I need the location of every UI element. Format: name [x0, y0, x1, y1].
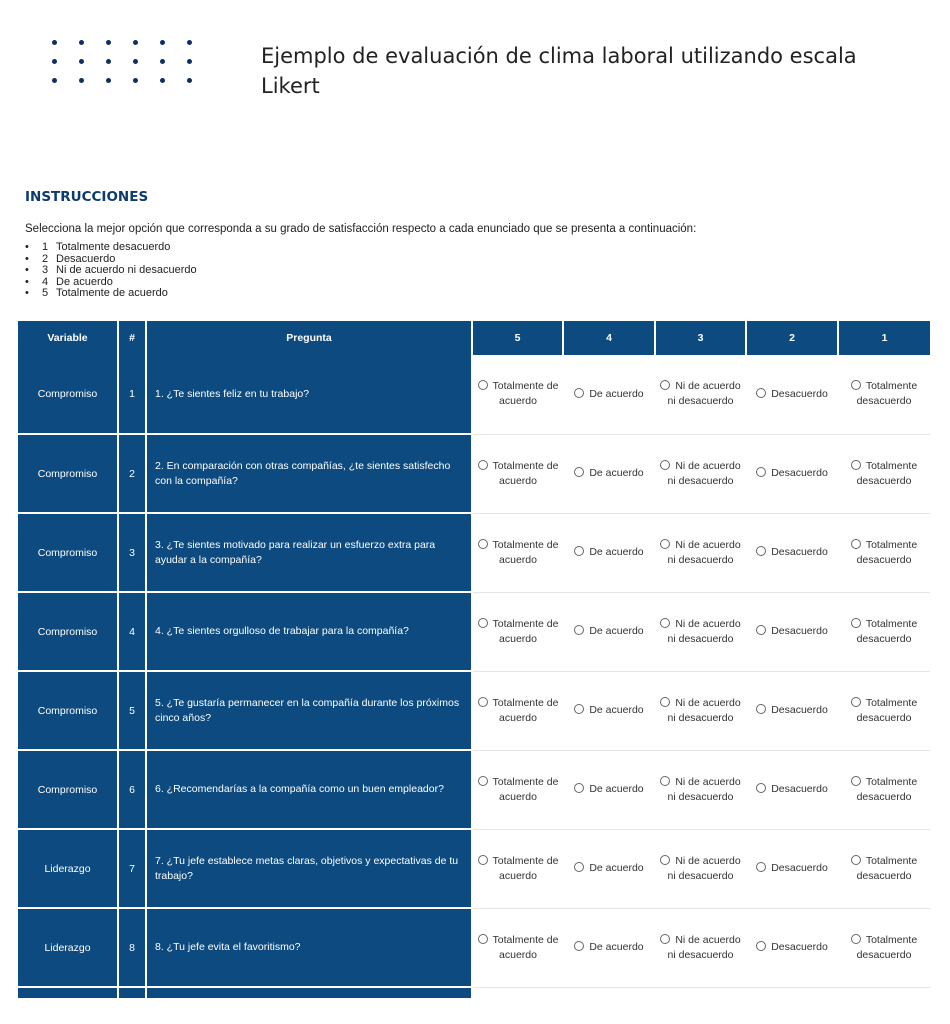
- variable-cell: Compromiso: [18, 434, 118, 513]
- option-neutral[interactable]: [660, 934, 740, 961]
- question-cell: 2. En comparación con otras compañías, ¿te sientes satisfecho con la compañía?: [146, 434, 472, 513]
- scale-item: • 5 Totalmente de acuerdo: [25, 288, 197, 300]
- radio-button[interactable]: [851, 934, 861, 944]
- option-label: Totalmente de acuerdo: [492, 696, 559, 724]
- option-cell: [746, 829, 838, 908]
- option-cell: [563, 750, 655, 829]
- option-totally-agree[interactable]: [478, 618, 559, 645]
- option-cell: [746, 987, 838, 999]
- option-disagree[interactable]: [756, 625, 828, 637]
- radio-button[interactable]: [574, 862, 584, 872]
- instructions-text: Selecciona la mejor opción que corresponda a su grado de satisfacción respecto a cada enunciado que se presenta a continuación:: [25, 223, 697, 235]
- option-cell: [472, 750, 563, 829]
- option-cell: [655, 750, 746, 829]
- table-header-row: [18, 321, 930, 355]
- option-label: Desacuerdo: [771, 387, 828, 400]
- option-label: Desacuerdo: [771, 625, 828, 637]
- option-neutral[interactable]: [660, 855, 740, 882]
- radio-button[interactable]: [851, 380, 861, 390]
- option-cell: [472, 434, 563, 513]
- table-row: [18, 434, 930, 513]
- option-cell: [746, 513, 838, 592]
- option-agree[interactable]: [574, 625, 643, 637]
- radio-button[interactable]: [660, 855, 670, 865]
- option-cell: [563, 671, 655, 750]
- option-cell: [838, 987, 930, 999]
- table-row: [18, 513, 930, 592]
- option-label: Ni de acuerdo ni desacuerdo: [667, 696, 741, 724]
- option-agree[interactable]: [574, 941, 643, 953]
- table-cell: [118, 987, 146, 999]
- number-cell: 3: [118, 513, 146, 592]
- variable-cell: Liderazgo: [18, 908, 118, 987]
- option-totally-agree[interactable]: [478, 697, 559, 724]
- question-cell: 4. ¿Te sientes orgulloso de trabajar para la compañía?: [146, 592, 472, 671]
- option-cell: [563, 908, 655, 987]
- option-label: Totalmente de acuerdo: [492, 775, 559, 803]
- variable-cell: Compromiso: [18, 513, 118, 592]
- option-label: Totalmente desacuerdo: [856, 380, 918, 408]
- option-disagree[interactable]: [756, 941, 828, 953]
- radio-button[interactable]: [574, 388, 584, 398]
- option-cell: [838, 355, 930, 434]
- radio-button[interactable]: [574, 783, 584, 793]
- table-row: [18, 355, 930, 434]
- option-label: De acuerdo: [589, 783, 644, 795]
- option-agree[interactable]: [574, 546, 643, 558]
- option-totally-disagree[interactable]: [851, 934, 917, 961]
- radio-button[interactable]: [660, 934, 670, 944]
- option-cell: [746, 434, 838, 513]
- option-label: Ni de acuerdo ni desacuerdo: [667, 617, 741, 645]
- number-cell: 6: [118, 750, 146, 829]
- question-cell: 1. ¿Te sientes feliz en tu trabajo?: [146, 355, 472, 434]
- radio-button[interactable]: [660, 618, 670, 628]
- question-cell: 8. ¿Tu jefe evita el favoritismo?: [146, 908, 472, 987]
- option-label: De acuerdo: [589, 467, 644, 479]
- option-totally-agree[interactable]: [478, 776, 559, 803]
- option-cell: [563, 434, 655, 513]
- option-label: De acuerdo: [589, 546, 644, 558]
- option-cell: [838, 908, 930, 987]
- option-label: Desacuerdo: [771, 467, 828, 479]
- radio-button[interactable]: [851, 460, 861, 470]
- option-cell: [838, 829, 930, 908]
- question-cell: 3. ¿Te sientes motivado para realizar un esfuerzo extra para ayudar a la compañía?: [146, 513, 472, 592]
- option-label: De acuerdo: [589, 862, 644, 874]
- option-label: Totalmente desacuerdo: [856, 538, 918, 566]
- option-cell: [655, 829, 746, 908]
- option-neutral[interactable]: [660, 460, 740, 487]
- radio-button[interactable]: [574, 467, 584, 477]
- option-agree[interactable]: [574, 388, 643, 400]
- radio-button[interactable]: [756, 467, 766, 477]
- option-cell: [655, 671, 746, 750]
- option-cell: [746, 671, 838, 750]
- radio-button[interactable]: [478, 618, 488, 628]
- radio-button[interactable]: [756, 388, 766, 398]
- option-agree[interactable]: [574, 704, 643, 716]
- radio-button[interactable]: [851, 697, 861, 707]
- option-label: Ni de acuerdo ni desacuerdo: [667, 775, 741, 803]
- number-cell: 5: [118, 671, 146, 750]
- option-neutral[interactable]: [660, 697, 740, 724]
- option-label: Totalmente de acuerdo: [492, 617, 559, 645]
- radio-button[interactable]: [756, 941, 766, 951]
- option-totally-disagree[interactable]: [851, 776, 917, 803]
- table-row: [18, 671, 930, 750]
- option-neutral[interactable]: [660, 380, 740, 407]
- option-neutral[interactable]: [660, 539, 740, 566]
- radio-button[interactable]: [660, 539, 670, 549]
- column-header-5: 5: [472, 321, 563, 355]
- table-row: [18, 750, 930, 829]
- column-header-3: 3: [655, 321, 746, 355]
- variable-cell: Compromiso: [18, 671, 118, 750]
- option-label: Ni de acuerdo ni desacuerdo: [667, 459, 741, 487]
- option-label: Ni de acuerdo ni desacuerdo: [667, 380, 741, 408]
- radio-button[interactable]: [574, 546, 584, 556]
- variable-cell: Compromiso: [18, 355, 118, 434]
- option-totally-agree[interactable]: [478, 855, 559, 882]
- number-cell: 1: [118, 355, 146, 434]
- option-disagree[interactable]: [756, 546, 828, 558]
- option-label: Totalmente desacuerdo: [856, 775, 918, 803]
- option-cell: [472, 671, 563, 750]
- option-label: Totalmente de acuerdo: [492, 933, 559, 961]
- option-disagree[interactable]: [756, 388, 828, 400]
- number-cell: 8: [118, 908, 146, 987]
- option-totally-agree[interactable]: [478, 539, 559, 566]
- option-cell: [472, 355, 563, 434]
- option-cell: [746, 592, 838, 671]
- option-agree[interactable]: [574, 783, 643, 795]
- scale-item: • 1 Totalmente desacuerdo: [25, 242, 197, 254]
- option-cell: [563, 829, 655, 908]
- dot-grid-icon: [52, 40, 214, 83]
- option-totally-disagree[interactable]: [851, 460, 917, 487]
- radio-button[interactable]: [660, 697, 670, 707]
- option-label: Ni de acuerdo ni desacuerdo: [667, 538, 741, 566]
- page-title: Ejemplo de evaluación de clima laboral utilizando escala Likert: [261, 44, 857, 98]
- radio-button[interactable]: [756, 625, 766, 635]
- column-header-question: Pregunta: [146, 321, 472, 355]
- option-cell: [563, 987, 655, 999]
- option-cell: [746, 750, 838, 829]
- option-cell: [838, 592, 930, 671]
- radio-button[interactable]: [851, 539, 861, 549]
- option-cell: [655, 592, 746, 671]
- option-label: Desacuerdo: [771, 704, 828, 716]
- radio-button[interactable]: [660, 380, 670, 390]
- table-row: [18, 829, 930, 908]
- radio-button[interactable]: [756, 546, 766, 556]
- radio-button[interactable]: [851, 855, 861, 865]
- option-label: Totalmente desacuerdo: [856, 696, 918, 724]
- option-totally-disagree[interactable]: [851, 539, 917, 566]
- number-cell: 4: [118, 592, 146, 671]
- option-agree[interactable]: [574, 467, 643, 479]
- option-neutral[interactable]: [660, 776, 740, 803]
- option-label: Ni de acuerdo ni desacuerdo: [667, 933, 741, 961]
- radio-button[interactable]: [574, 941, 584, 951]
- radio-button[interactable]: [574, 704, 584, 714]
- option-cell: [655, 987, 746, 999]
- question-cell: 5. ¿Te gustaría permanecer en la compañía durante los próximos cinco años?: [146, 671, 472, 750]
- scale-item: • 2 Desacuerdo: [25, 254, 197, 266]
- instructions-heading: INSTRUCCIONES: [25, 189, 149, 205]
- column-header-2: 2: [746, 321, 838, 355]
- variable-cell: Compromiso: [18, 592, 118, 671]
- radio-button[interactable]: [756, 783, 766, 793]
- option-cell: [472, 513, 563, 592]
- radio-button[interactable]: [851, 618, 861, 628]
- option-cell: [655, 355, 746, 434]
- option-label: Totalmente desacuerdo: [856, 459, 918, 487]
- table-row: [18, 592, 930, 671]
- option-label: Desacuerdo: [771, 862, 828, 874]
- option-cell: [746, 908, 838, 987]
- option-label: De acuerdo: [589, 387, 644, 400]
- option-cell: [838, 750, 930, 829]
- option-label: Totalmente desacuerdo: [856, 933, 918, 961]
- radio-button[interactable]: [478, 855, 488, 865]
- option-totally-disagree[interactable]: [851, 855, 917, 882]
- column-header-variable: Variable: [18, 321, 118, 355]
- option-cell: [655, 434, 746, 513]
- radio-button[interactable]: [756, 704, 766, 714]
- option-cell: [472, 987, 563, 999]
- option-totally-disagree[interactable]: [851, 380, 917, 407]
- option-cell: [838, 434, 930, 513]
- option-label: De acuerdo: [589, 625, 644, 637]
- table-row: [18, 908, 930, 987]
- option-totally-disagree[interactable]: [851, 697, 917, 724]
- radio-button[interactable]: [478, 697, 488, 707]
- table-row-partial: [18, 987, 930, 999]
- radio-button[interactable]: [478, 934, 488, 944]
- option-disagree[interactable]: [756, 862, 828, 874]
- option-label: Desacuerdo: [771, 546, 828, 558]
- option-totally-agree[interactable]: [478, 460, 559, 487]
- option-label: De acuerdo: [589, 941, 644, 953]
- option-label: Desacuerdo: [771, 783, 828, 795]
- radio-button[interactable]: [660, 776, 670, 786]
- option-cell: [472, 908, 563, 987]
- radio-button[interactable]: [478, 460, 488, 470]
- option-label: Totalmente desacuerdo: [856, 854, 918, 882]
- radio-button[interactable]: [756, 862, 766, 872]
- option-label: Desacuerdo: [771, 941, 828, 953]
- option-cell: [838, 513, 930, 592]
- option-label: Totalmente desacuerdo: [856, 617, 918, 645]
- radio-button[interactable]: [660, 460, 670, 470]
- scale-item: • 4 De acuerdo: [25, 277, 197, 289]
- option-agree[interactable]: [574, 862, 643, 874]
- option-cell: [655, 513, 746, 592]
- variable-cell: Compromiso: [18, 750, 118, 829]
- radio-button[interactable]: [574, 625, 584, 635]
- option-neutral[interactable]: [660, 618, 740, 645]
- option-label: De acuerdo: [589, 704, 644, 716]
- option-cell: [563, 592, 655, 671]
- radio-button[interactable]: [478, 539, 488, 549]
- variable-cell: Liderazgo: [18, 829, 118, 908]
- option-label: Totalmente de acuerdo: [492, 380, 559, 408]
- number-cell: 7: [118, 829, 146, 908]
- option-cell: [838, 671, 930, 750]
- table-cell: [18, 987, 118, 999]
- option-cell: [563, 355, 655, 434]
- option-label: Ni de acuerdo ni desacuerdo: [667, 854, 741, 882]
- table-cell: [146, 987, 472, 999]
- radio-button[interactable]: [478, 380, 488, 390]
- option-disagree[interactable]: [756, 783, 828, 795]
- option-totally-disagree[interactable]: [851, 618, 917, 645]
- option-cell: [655, 908, 746, 987]
- option-totally-agree[interactable]: [478, 934, 559, 961]
- number-cell: 2: [118, 434, 146, 513]
- survey-table: [18, 321, 930, 1000]
- option-cell: [472, 829, 563, 908]
- question-cell: 6. ¿Recomendarías a la compañía como un buen empleador?: [146, 750, 472, 829]
- question-cell: 7. ¿Tu jefe establece metas claras, objetivos y expectativas de tu trabajo?: [146, 829, 472, 908]
- scale-item: • 3 Ni de acuerdo ni desacuerdo: [25, 265, 197, 277]
- column-header-number: #: [118, 321, 146, 355]
- radio-button[interactable]: [851, 776, 861, 786]
- option-label: Totalmente de acuerdo: [492, 854, 559, 882]
- option-totally-agree[interactable]: [478, 380, 559, 407]
- scale-list: [25, 242, 197, 300]
- option-cell: [472, 592, 563, 671]
- column-header-1: 1: [838, 321, 930, 355]
- option-disagree[interactable]: [756, 467, 828, 479]
- column-header-4: 4: [563, 321, 655, 355]
- option-label: Totalmente de acuerdo: [492, 538, 559, 566]
- option-cell: [563, 513, 655, 592]
- radio-button[interactable]: [478, 776, 488, 786]
- option-disagree[interactable]: [756, 704, 828, 716]
- option-cell: [746, 355, 838, 434]
- option-label: Totalmente de acuerdo: [492, 459, 559, 487]
